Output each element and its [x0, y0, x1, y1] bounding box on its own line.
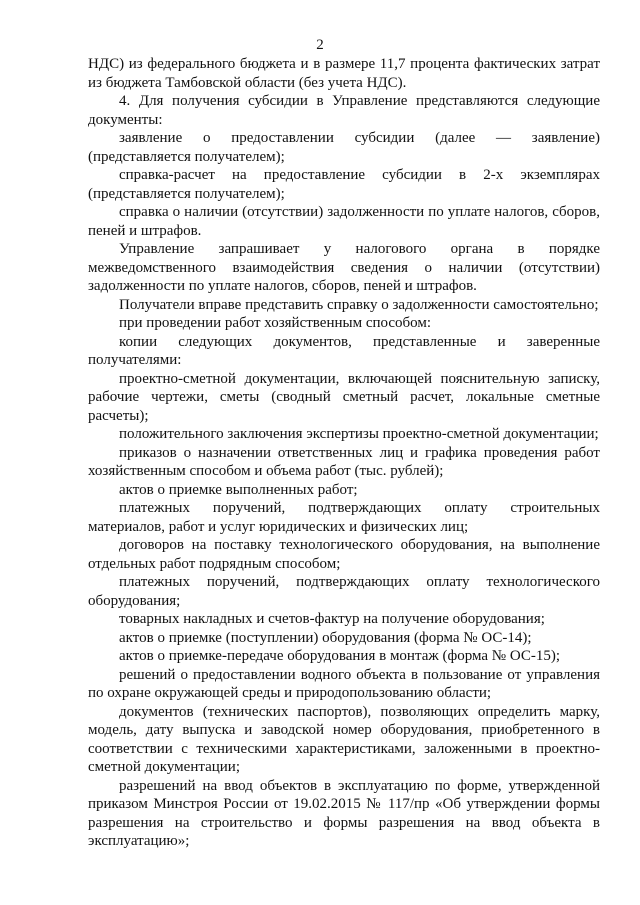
paragraph-recipients-right: Получатели вправе представить справку о задолженности самостоятельно;	[119, 296, 599, 313]
document-body	[88, 55, 600, 851]
paragraph-technical-passports: документов (технических паспортов), позволяющих определить марку, модель, дату выпуска и заводской номер оборудования, приобретенного в соответствии с техническими характеристиками, заложенными в проектно-сметной документации;	[88, 703, 600, 775]
paragraph-supply-contracts: договоров на поставку технологического оборудования, на выполнение отдельных работ подрядным способом;	[88, 537, 600, 572]
paragraph-tax-certificate: справка о наличии (отсутствии) задолженности по уплате налогов, сборов, пеней и штрафов.	[88, 204, 600, 239]
paragraph-invoices: товарных накладных и счетов-фактур на получение оборудования;	[119, 611, 545, 627]
paragraph-payment-orders-materials: платежных поручений, подтверждающих оплату строительных материалов, работ и услуг юридических и физических лиц;	[88, 500, 600, 535]
paragraph-acceptance-acts: актов о приемке выполненных работ;	[119, 481, 358, 498]
paragraph-design-estimates: проектно-сметной документации, включающей пояснительную записку, рабочие чертежи, сметы (сводный сметный расчет, локальные сметные расчеты);	[88, 370, 600, 424]
paragraph-in-house-works: при проведении работ хозяйственным способом:	[119, 315, 432, 331]
paragraph-application: заявление о предоставлении субсидии (далее — заявление) (представляется получателем);	[88, 130, 600, 165]
paragraph-commissioning-permits: разрешений на ввод объектов в эксплуатацию по форме, утвержденной приказом Минстроя России от 19.02.2015 № 117/пр «Об утверждении формы разрешения на строительство и формы разрешения на ввод объекта в эксплуатацию»;	[88, 777, 600, 849]
paragraph-calculation-certificate: справка-расчет на предоставление субсидии в 2-х экземплярах (представляется получателем);	[88, 167, 600, 202]
paragraph-os15-acts: актов о приемке-передаче оборудования в монтаж (форма № ОС-15);	[119, 648, 560, 664]
paragraph-item-4-intro: 4. Для получения субсидии в Управление представляются следующие документы:	[88, 93, 600, 128]
page-number: 2	[316, 37, 324, 53]
paragraph-water-body-decisions: решений о предоставлении водного объекта в пользование от управления по охране окружающей среды и природопользованию области;	[88, 666, 600, 701]
paragraph-payment-orders-equipment: платежных поручений, подтверждающих оплату технологического оборудования;	[88, 574, 600, 609]
paragraph-certified-copies: копии следующих документов, представленные и заверенные получателями:	[88, 333, 600, 368]
paragraph-interagency-request: Управление запрашивает у налогового органа в порядке межведомственного взаимодействия сведения о наличии (отсутствии) задолженности по уплате налогов, сборов, пеней и штрафов.	[88, 241, 600, 294]
paragraph-expert-conclusion: положительного заключения экспертизы проектно-сметной документации;	[119, 426, 599, 442]
paragraph-orders: приказов о назначении ответственных лиц и графика проведения работ хозяйственным способом и объема работ (тыс. рублей);	[88, 444, 600, 479]
paragraph-vat-continuation: НДС) из федерального бюджета и в размере 11,7 процента фактических затрат из бюджета Тамбовской области (без учета НДС).	[88, 56, 600, 91]
paragraph-os14-acts: актов о приемке (поступлении) оборудования (форма № ОС-14);	[119, 629, 532, 646]
